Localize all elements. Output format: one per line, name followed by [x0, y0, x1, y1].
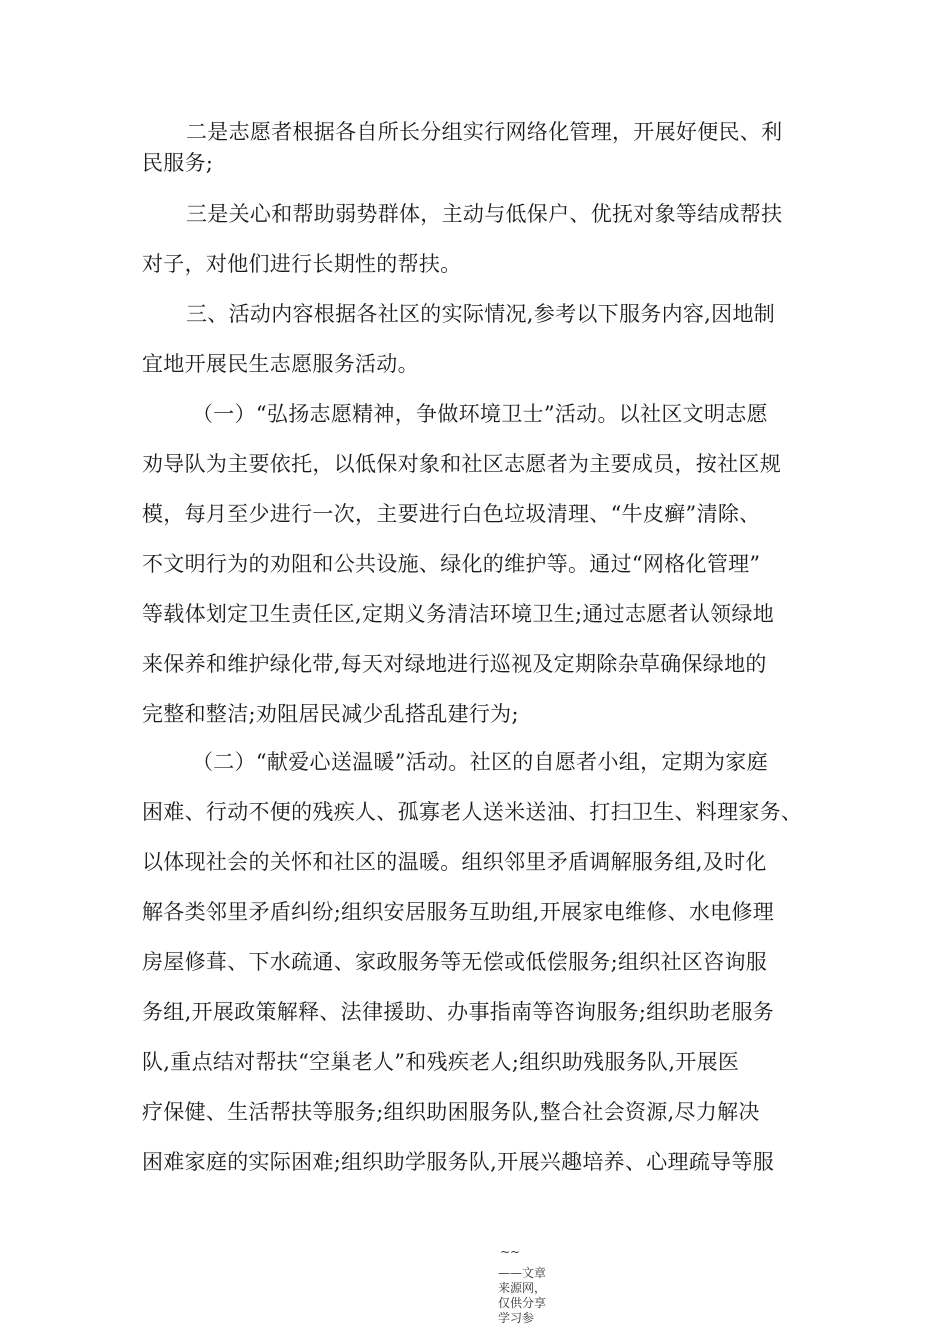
paragraph-line: （一）“弘扬志愿精神，争做环境卫士”活动。以社区文明志愿 — [192, 402, 768, 426]
paragraph-line: 解各类邻里矛盾纠纷;组织安居服务互助组,开展家电维修、水电修理 — [142, 900, 775, 924]
footer-note: ——文章来源网，仅供分享学习参 — [498, 1266, 547, 1325]
paragraph-line: 队,重点结对帮扶“空巢老人”和残疾老人;组织助残服务队,开展医 — [142, 1050, 740, 1074]
paragraph-line: 完整和整洁;劝阻居民减少乱搭乱建行为; — [142, 702, 519, 726]
paragraph-line: 务组,开展政策解释、法律援助、办事指南等咨询服务;组织助老服务 — [142, 1000, 775, 1024]
paragraph-line: 以体现社会的关怀和社区的温暖。组织邻里矛盾调解服务组,及时化 — [142, 850, 767, 874]
paragraph-line: 三、活动内容根据各社区的实际情况,参考以下服务内容,因地制 — [186, 302, 776, 326]
paragraph-line: 民服务; — [142, 151, 214, 175]
footer-tilde: ~~ — [500, 1245, 521, 1259]
paragraph-4 — [142, 389, 842, 739]
paragraph-line: 三是关心和帮助弱势群体，主动与低保户、优抚对象等结成帮扶 — [186, 202, 783, 226]
paragraph-2 — [142, 189, 842, 289]
paragraph-3 — [142, 289, 842, 389]
paragraph-line: 困难家庭的实际困难;组织助学服务队,开展兴趣培养、心理疏导等服 — [142, 1150, 775, 1174]
paragraph-line: 等载体划定卫生责任区,定期义务清洁环境卫生;通过志愿者认领绿地 — [142, 602, 775, 626]
paragraph-line: 疗保健、生活帮扶等服务;组织助困服务队,整合社会资源,尽力解决 — [142, 1100, 760, 1124]
paragraph-5 — [142, 737, 842, 1187]
paragraph-line: 模，每月至少进行一次，主要进行白色垃圾清理、“牛皮癣”清除、 — [142, 502, 761, 526]
paragraph-line: 不文明行为的劝阻和公共设施、绿化的维护等。通过“网格化管理” — [142, 552, 761, 576]
paragraph-line: 来保养和维护绿化带,每天对绿地进行巡视及定期除杂草确保绿地的 — [142, 652, 767, 676]
paragraph-line: 困难、行动不便的残疾人、孤寡老人送米送油、打扫卫生、料理家务、 — [142, 800, 803, 824]
paragraph-line: 二是志愿者根据各自所长分组实行网络化管理，开展好便民、利 — [186, 120, 783, 144]
paragraph-line: 劝导队为主要依托，以低保对象和社区志愿者为主要成员，按社区规 — [142, 452, 781, 476]
paragraph-line: （二）“献爱心送温暖”活动。社区的自愿者小组，定期为家庭 — [192, 750, 768, 774]
paragraph-line: 宜地开展民生志愿服务活动。 — [142, 352, 419, 376]
paragraph-1 — [142, 117, 842, 179]
paragraph-line: 对子，对他们进行长期性的帮扶。 — [142, 252, 462, 276]
paragraph-line: 房屋修葺、下水疏通、家政服务等无偿或低偿服务;组织社区咨询服 — [142, 950, 768, 974]
page-footer — [498, 1245, 548, 1326]
